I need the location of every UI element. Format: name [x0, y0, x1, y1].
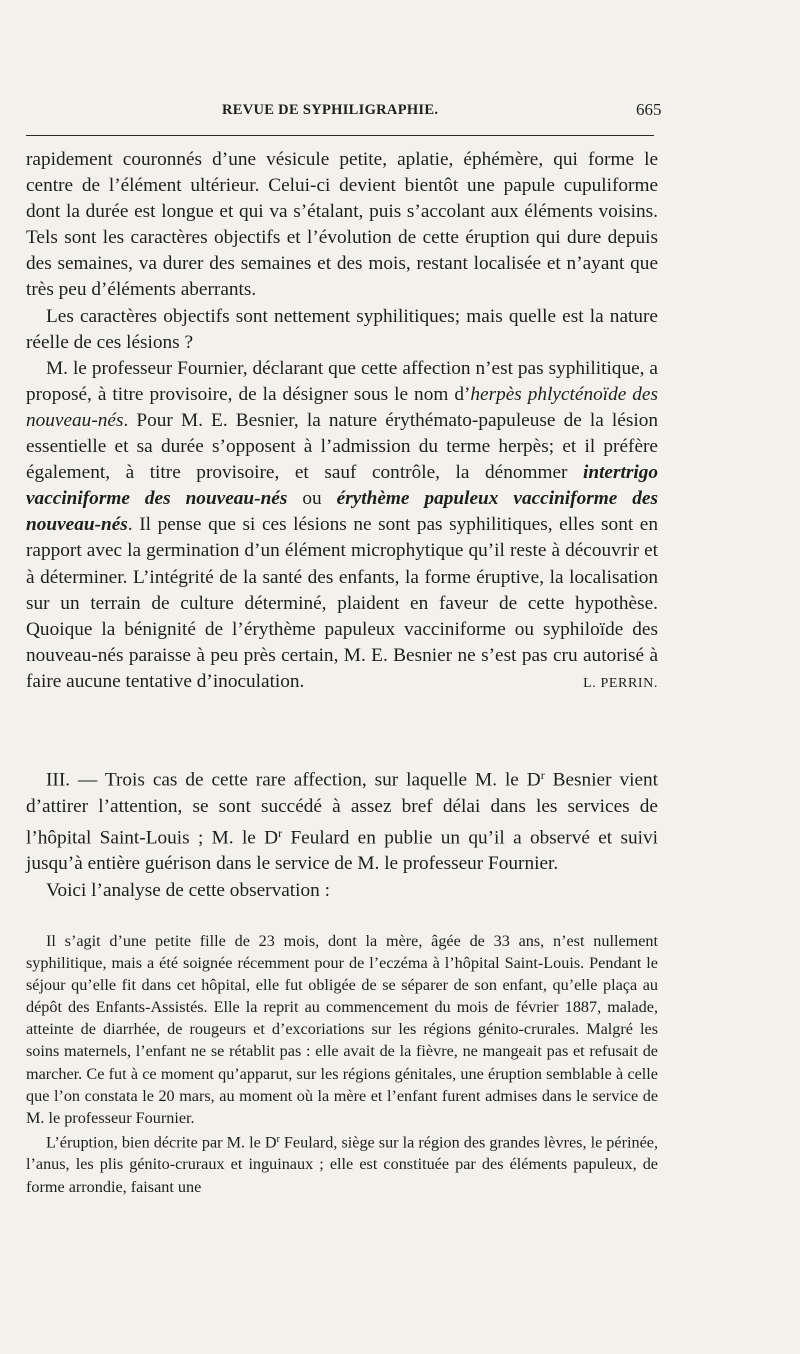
paragraph-section-iii: III. — Trois cas de cette rare affection, sur laquelle M. le $D^r$ Besnier vient d’attirer l’attention, se sont succédé à assez bref délai dans les services de l’hôpital Saint-Louis ; M. le $D^r$ Feulard en publie un qu’il a observé et suivi jusqu’à entière guérison dans le service de M. le professeur Fournier. [26, 768, 659, 875]
paragraph-question: Les caractères objectifs sont nettement syphilitiques; mais quelle est la nature réelle de ces lésions ? [26, 305, 658, 353]
paragraph-eruption: L’éruption, bien décrite par M. le $D^r$ Feulard, siège sur la région des grandes lèvres, le périnée, l’anus, les plis génito-cruraux et inguinaux ; elle est constituée par des éléments papuleux, de forme arrondie, faisant une [26, 1133, 658, 1196]
paragraph-continuation: rapidement couronnés d’une vésicule petite, aplatie, éphémère, qui forme le centre de l’élément ultérieur. Celui-ci devient bientôt une papule cupuliforme dont la durée est longue et qui va s’étalant, puis s’accolant aux éléments voisins. Tels sont les caractères objectifs et l’évolution de cette éruption qui dure depuis des semaines, va durer des semaines et des mois, restant localisée et n’ayant que très peu d’éléments aberrants. [26, 149, 658, 301]
text-block-1 [26, 147, 658, 697]
paragraph-analysis-intro: Voici l’analyse de cette observation : [46, 879, 330, 901]
page-number: 665 [636, 100, 662, 119]
text-block-2 [26, 762, 658, 904]
paragraph-case-history: Il s’agit d’une petite fille de 23 mois, dont la mère, âgée de 33 ans, n’est nullement syphilitique, mais a été soignée récemment pour de l’eczéma à l’hôpital Saint-Louis. Pendant le séjour qu’elle fit dans cet hôpital, elle fut obligée de se séparer de son enfant, qu’elle plaça au dépôt des Enfants-Assistés. Elle la reprit au commencement du mois de février 1887, malade, atteinte de diarrhée, de rougeurs et d’excoriations sur les régions génito-crurales. Malgré les soins maternels, l’enfant ne se rétablit pas : elle avait de la fièvre, ne mangeait pas et refusait de marcher. Ce fut à ce moment qu’apparut, sur les régions génitales, une éruption semblable à celle que l’on constata le 20 mars, au moment où la mère et l’enfant furent admises dans le service de M. le professeur Fournier. [26, 932, 658, 1127]
text-block-3 [26, 930, 658, 1198]
running-header [0, 98, 800, 124]
running-title: REVUE DE SYPHILIGRAPHIE. [222, 102, 439, 118]
author-signature: L. PERRIN. [583, 675, 658, 691]
paragraph-fournier-besnier: M. le professeur Fournier, déclarant que cette affection n’est pas syphilitique, a proposé, à titre provisoire, de la désigner sous le nom d’herpès phlycténoïde des nouveau-nés. Pour M. E. Besnier, la nature érythémato-papuleuse de la lésion essentielle et sa durée s’opposent à l’admission du terme herpès; et il préfère également, à titre provisoire, et sauf contrôle, la dénommer intertrigo vacciniforme des nouveau-nés ou érythème papuleux vacciniforme des nouveau-nés. Il pense que si ces lésions ne sont pas syphilitiques, elles sont en rapport avec la germination d’un élément microphytique qu’il reste à découvrir et à déterminer. L’intégrité de la santé des enfants, la forme éruptive, la localisation sur un terrain de culture déterminé, plaident en faveur de cette hypothèse. Quoique la bénignité de l’érythème papuleux vacciniforme ou syphiloïde des nouveau-nés paraisse à peu près certain, M. E. Besnier ne s’est pas cru autorisé à faire aucune tentative d’inoculation. L. PERRIN. [26, 356, 658, 695]
header-rule [26, 135, 654, 136]
term-erytheme: érythème papuleux vacciniforme des nouveau-nés [26, 488, 658, 536]
term-intertrigo: intertrigo vacciniforme des nouveau-nés [26, 462, 658, 510]
term-herpes: herpès phlycténoïde des nouveau-nés [26, 383, 658, 431]
